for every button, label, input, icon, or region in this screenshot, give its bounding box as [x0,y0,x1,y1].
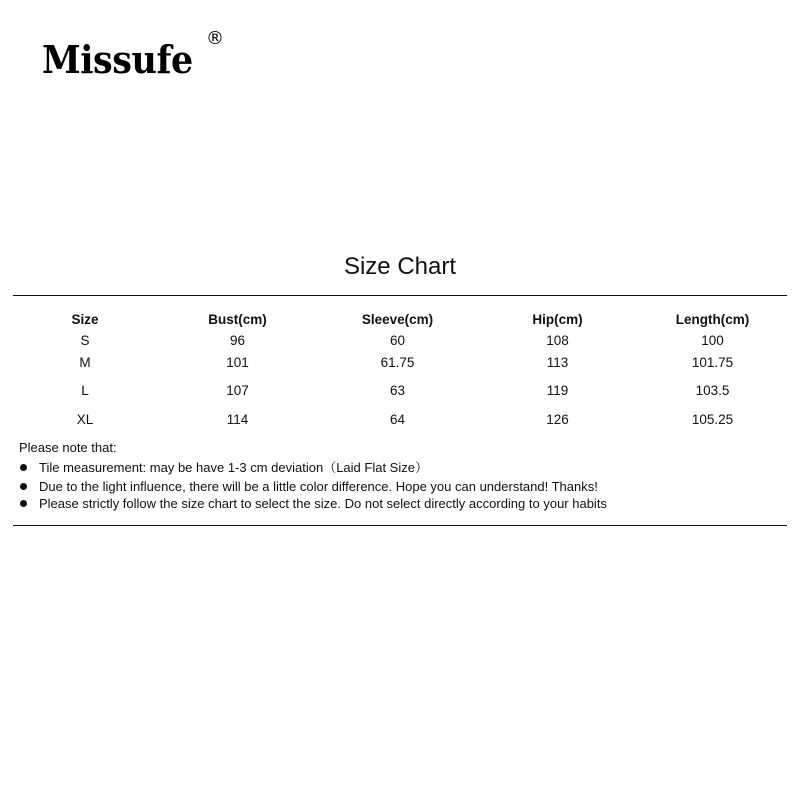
table-row [0,377,800,406]
table-header-row [0,305,800,333]
note-text: Please strictly follow the size chart to select the size. Do not select directly according to your habits [39,496,607,511]
top-divider [13,295,787,296]
notes-heading: Please note that: [19,440,117,455]
column-header-bust: Bust(cm) [208,311,267,327]
column-header-length: Length(cm) [675,311,750,327]
length-cell: 100 [701,333,724,348]
size-chart-table [0,305,800,434]
registered-trademark-icon: ® [206,28,224,49]
table-row [0,405,800,434]
length-cell: 103.5 [695,383,730,399]
column-header-size: Size [71,311,99,327]
column-header-hip: Hip(cm) [532,311,583,327]
hip-cell: 119 [546,383,569,399]
table-row [0,333,800,348]
size-cell: M [79,354,91,370]
column-header-sleeve: Sleeve(cm) [361,311,434,327]
hip-cell: 113 [546,354,569,370]
length-cell: 105.25 [691,411,734,427]
note-text: Due to the light influence, there will be a little color difference. Hope you can understand! Thanks! [39,479,598,494]
note-item [19,496,789,512]
bottom-divider [13,525,787,526]
bullet-icon [20,500,27,507]
bust-cell: 96 [229,333,246,348]
bust-cell: 101 [226,354,249,370]
note-item [19,479,789,495]
size-cell: S [80,333,90,348]
size-cell: L [81,383,89,399]
brand-logo: Missufe [42,37,193,82]
note-text: Tile measurement: may be have 1-3 cm deviation（Laid Flat Size） [39,460,428,475]
table-row [0,348,800,377]
bullet-icon [20,464,27,471]
sleeve-cell: 60 [389,333,406,348]
bust-cell: 114 [226,411,249,427]
size-cell: XL [76,411,94,427]
bust-cell: 107 [226,383,249,399]
sleeve-cell: 63 [389,383,406,399]
note-item [19,460,789,476]
sleeve-cell: 64 [389,411,406,427]
notes-section [19,440,789,513]
hip-cell: 126 [546,411,569,427]
sleeve-cell: 61.75 [380,354,415,370]
page-title: Size Chart [343,253,457,280]
length-cell: 101.75 [691,354,734,370]
hip-cell: 108 [546,333,569,348]
bullet-icon [20,483,27,490]
